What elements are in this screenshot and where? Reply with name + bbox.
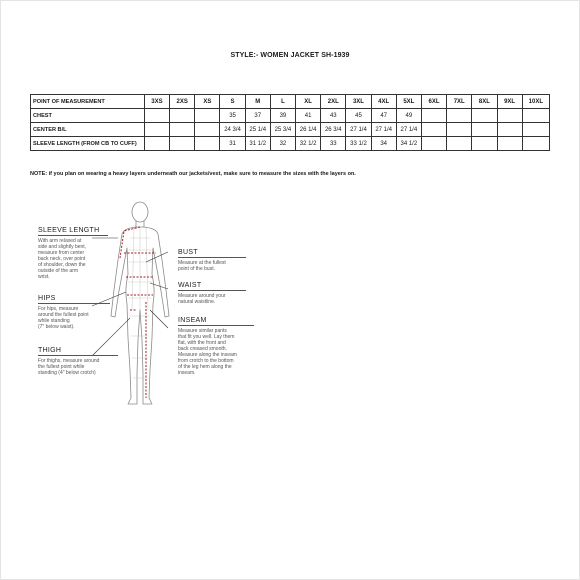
table-header-cell: POINT OF MEASUREMENT bbox=[31, 95, 145, 109]
sleeve-length-text: With arm relaxed at side and slightly bent, measure from center back neck, over point of shoulder, down the outside of the arm wrist. bbox=[38, 238, 87, 280]
table-cell: 32 bbox=[270, 137, 295, 151]
table-cell: 49 bbox=[396, 109, 421, 123]
bust-text: Measure at the fullest point of the bust. bbox=[178, 260, 226, 272]
table-cell: 47 bbox=[371, 109, 396, 123]
table-header-cell: 10XL bbox=[522, 95, 549, 109]
table-cell: 26 1/4 bbox=[296, 123, 321, 137]
table-header-cell: 2XS bbox=[170, 95, 195, 109]
table-cell: 34 1/2 bbox=[396, 137, 421, 151]
table-cell: 27 1/4 bbox=[371, 123, 396, 137]
table-header-cell: 5XL bbox=[396, 95, 421, 109]
layering-note: NOTE: if you plan on wearing a heavy layers underneath our jackets/vest, make sure to measure the sizes with the layers on. bbox=[30, 171, 356, 177]
inseam-heading: INSEAM bbox=[178, 318, 254, 326]
table-cell: 25 1/4 bbox=[245, 123, 270, 137]
sleeve-length-callout bbox=[38, 228, 108, 280]
inseam-text: Measure similar pants that fit you well. Lay them flat, with the front and back creased smooth. Measure along the inseam from crotch to the bottom of the leg hem along the inseam. bbox=[178, 328, 237, 376]
table-header-cell: 4XL bbox=[371, 95, 396, 109]
table-header-cell: 6XL bbox=[421, 95, 446, 109]
table-cell: 43 bbox=[321, 109, 346, 123]
inseam-callout bbox=[178, 318, 254, 376]
sleeve-length-heading: SLEEVE LENGTH bbox=[38, 228, 108, 236]
table-cell: 27 1/4 bbox=[346, 123, 371, 137]
table-cell: 34 bbox=[371, 137, 396, 151]
table-header-cell: 9XL bbox=[497, 95, 522, 109]
table-cell: 41 bbox=[296, 109, 321, 123]
table-cell: 33 bbox=[321, 137, 346, 151]
table-cell: 31 bbox=[220, 137, 245, 151]
table-cell: 35 bbox=[220, 109, 245, 123]
table-row-label: CENTER B/L bbox=[31, 123, 145, 137]
style-title: STYLE:- WOMEN JACKET SH-1939 bbox=[230, 52, 350, 59]
thigh-callout bbox=[38, 348, 118, 376]
table-cell: 25 3/4 bbox=[270, 123, 295, 137]
table-cell: 31 1/2 bbox=[245, 137, 270, 151]
table-cell: 33 1/2 bbox=[346, 137, 371, 151]
table-header-cell: 7XL bbox=[447, 95, 472, 109]
table-header-cell: L bbox=[270, 95, 295, 109]
thigh-heading: THIGH bbox=[38, 348, 118, 356]
table-header-cell: M bbox=[245, 95, 270, 109]
bust-heading: BUST bbox=[178, 250, 246, 258]
table-row-label: CHEST bbox=[31, 109, 145, 123]
table-header-cell: 8XL bbox=[472, 95, 497, 109]
table-cell: 37 bbox=[245, 109, 270, 123]
table-cell: 27 1/4 bbox=[396, 123, 421, 137]
table-cell: 39 bbox=[270, 109, 295, 123]
table-header-cell: 2XL bbox=[321, 95, 346, 109]
bust-callout bbox=[178, 250, 246, 272]
table-cell: 32 1/2 bbox=[296, 137, 321, 151]
table-row-label: SLEEVE LENGTH (FROM CB TO CUFF) bbox=[31, 137, 145, 151]
table-header-cell: XL bbox=[296, 95, 321, 109]
hips-heading: HIPS bbox=[38, 296, 110, 304]
waist-heading: WAIST bbox=[178, 283, 246, 291]
table-cell: 24 3/4 bbox=[220, 123, 245, 137]
table-header-cell: 3XL bbox=[346, 95, 371, 109]
table-header-cell: XS bbox=[195, 95, 220, 109]
table-header-cell: 3XS bbox=[144, 95, 169, 109]
table-cell: 26 3/4 bbox=[321, 123, 346, 137]
waist-text: Measure around your natural waistline. bbox=[178, 293, 226, 305]
hips-text: For hips, measure around the fullest point while standing (7" below waist). bbox=[38, 306, 89, 330]
table-header-cell: S bbox=[220, 95, 245, 109]
thigh-text: For thighs, measure around the fullest point while standing (4" below crotch) bbox=[38, 358, 100, 376]
hips-callout bbox=[38, 296, 110, 330]
waist-callout bbox=[178, 283, 246, 305]
table-cell: 45 bbox=[346, 109, 371, 123]
